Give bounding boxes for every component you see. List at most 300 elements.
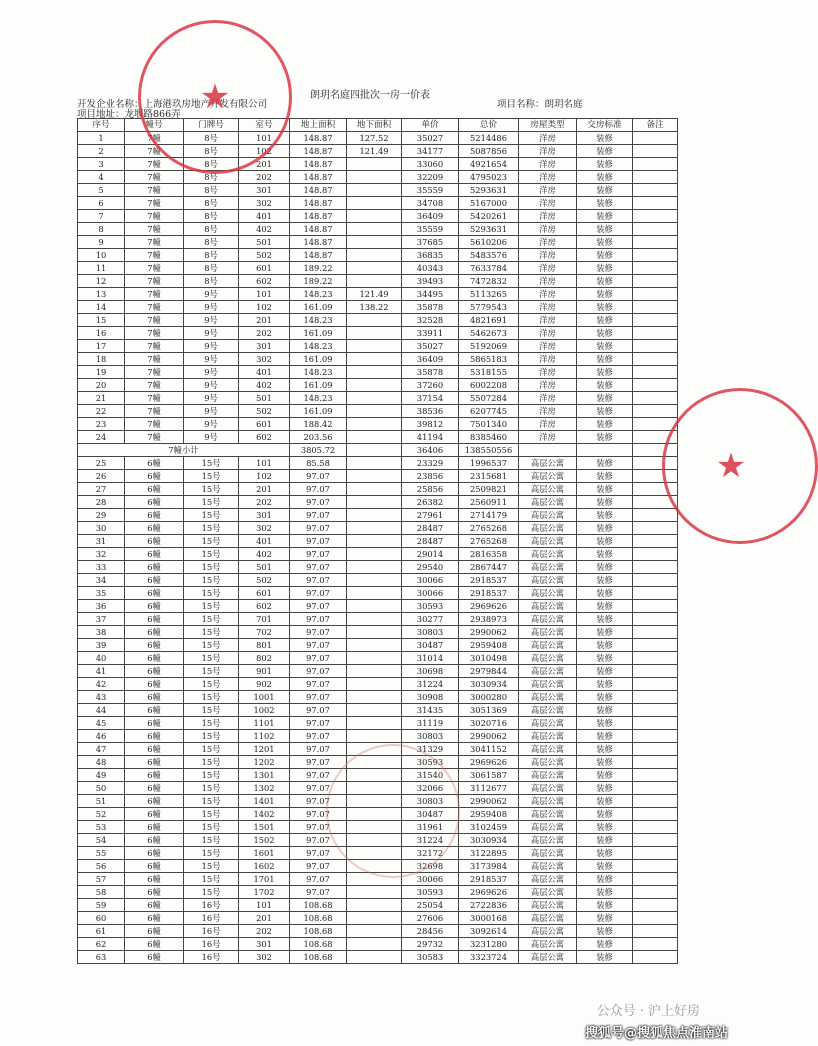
table-cell: 高层公寓 [519,639,577,652]
table-cell: 6幢 [125,678,184,691]
table-cell: 901 [239,665,290,678]
table-cell: 16 [78,327,125,340]
table-cell: 9号 [184,392,239,405]
table-cell [633,782,678,795]
table-row [78,691,678,704]
table-cell: 3030934 [459,678,519,691]
table-row [78,431,678,444]
table-cell: 1101 [239,717,290,730]
table-cell [633,652,678,665]
table-cell [347,665,402,678]
table-cell: 高层公寓 [519,470,577,483]
table-cell: 5192069 [459,340,519,353]
table-cell: 3231280 [459,938,519,951]
table-cell: 15号 [184,457,239,470]
table-cell: 高层公寓 [519,756,577,769]
table-cell: 15号 [184,730,239,743]
column-header: 序号 [78,119,125,132]
table-cell: 7幢 [125,405,184,418]
table-cell: 装修 [577,821,633,834]
table-cell: 161.09 [290,405,347,418]
table-cell: 3061587 [459,769,519,782]
table-cell [633,366,678,379]
table-cell: 装修 [577,353,633,366]
table-cell: 装修 [577,795,633,808]
table-cell [347,483,402,496]
table-cell: 14 [78,301,125,314]
table-cell: 30066 [402,587,459,600]
table-cell: 装修 [577,574,633,587]
table-cell: 35559 [402,223,459,236]
table-cell [347,522,402,535]
table-cell: 1702 [239,886,290,899]
table-cell: 27606 [402,912,459,925]
table-cell: 6幢 [125,600,184,613]
table-cell: 洋房 [519,262,577,275]
table-row [78,392,678,405]
table-cell: 202 [239,171,290,184]
table-cell: 7幢 [125,314,184,327]
table-cell: 5483576 [459,249,519,262]
table-cell: 31540 [402,769,459,782]
table-row [78,314,678,327]
table-cell: 34495 [402,288,459,301]
table-cell: 42 [78,678,125,691]
developer-name: 开发企业名称：上海港玖房地产开发有限公司 [77,99,268,110]
table-cell: 203.56 [290,431,347,444]
table-cell: 2560911 [459,496,519,509]
table-cell: 高层公寓 [519,587,577,600]
table-row [78,925,678,938]
table-row [78,210,678,223]
table-cell: 15号 [184,860,239,873]
table-cell: 洋房 [519,184,577,197]
table-cell [633,743,678,756]
table-cell: 26 [78,470,125,483]
table-cell: 201 [239,158,290,171]
table-row [78,548,678,561]
column-header: 幢号 [125,119,184,132]
table-cell: 401 [239,535,290,548]
table-cell: 7472832 [459,275,519,288]
table-cell: 7幢 [125,379,184,392]
table-cell: 97.07 [290,652,347,665]
table-cell: 装修 [577,808,633,821]
table-cell: 97.07 [290,860,347,873]
table-cell: 97.07 [290,548,347,561]
table-cell: 3112677 [459,782,519,795]
table-cell: 装修 [577,262,633,275]
table-cell [633,184,678,197]
table-cell: 1602 [239,860,290,873]
table-cell: 高层公寓 [519,899,577,912]
table-cell: 28456 [402,925,459,938]
table-cell: 7幢 [125,392,184,405]
table-cell: 7幢 [125,223,184,236]
table-cell: 148.87 [290,223,347,236]
table-cell: 30803 [402,626,459,639]
table-cell: 6幢 [125,860,184,873]
table-cell: 高层公寓 [519,912,577,925]
table-row [78,158,678,171]
table-row [78,340,678,353]
table-cell: 1201 [239,743,290,756]
table-cell: 5318155 [459,366,519,379]
table-cell: 502 [239,249,290,262]
table-cell: 47 [78,743,125,756]
table-cell: 5113265 [459,288,519,301]
table-row [78,275,678,288]
table-cell: 装修 [577,717,633,730]
table-cell [633,535,678,548]
table-cell [633,145,678,158]
table-cell: 15号 [184,613,239,626]
table-cell: 32528 [402,314,459,327]
table-cell: 31224 [402,834,459,847]
table-cell: 30593 [402,600,459,613]
table-cell: 102 [239,470,290,483]
table-cell: 9号 [184,340,239,353]
right-seal [662,388,818,544]
table-cell: 1 [78,132,125,145]
table-cell: 32066 [402,782,459,795]
table-cell: 8号 [184,223,239,236]
table-cell: 15号 [184,587,239,600]
table-cell: 装修 [577,392,633,405]
table-cell: 装修 [577,769,633,782]
table-cell: 38536 [402,405,459,418]
table-cell: 5 [78,184,125,197]
table-cell: 138.22 [347,301,402,314]
table-cell: 8号 [184,262,239,275]
subtotal-unit-price: 36406 [402,444,459,457]
table-cell: 108.68 [290,912,347,925]
table-cell: 高层公寓 [519,483,577,496]
table-cell: 1202 [239,756,290,769]
table-cell: 装修 [577,782,633,795]
table-cell [347,899,402,912]
table-cell: 301 [239,340,290,353]
table-cell: 4921654 [459,158,519,171]
table-cell: 6幢 [125,561,184,574]
table-cell: 7633784 [459,262,519,275]
table-cell: 97.07 [290,795,347,808]
table-cell: 43 [78,691,125,704]
table-cell: 高层公寓 [519,665,577,678]
table-cell: 3051369 [459,704,519,717]
table-row [78,197,678,210]
table-cell: 60 [78,912,125,925]
table-cell [347,509,402,522]
table-cell: 97.07 [290,600,347,613]
table-cell: 35878 [402,366,459,379]
table-cell: 高层公寓 [519,951,577,964]
table-cell: 30066 [402,873,459,886]
table-cell: 16号 [184,899,239,912]
table-cell: 高层公寓 [519,613,577,626]
table-cell [633,860,678,873]
table-cell: 30487 [402,808,459,821]
table-cell: 洋房 [519,288,577,301]
table-cell [347,366,402,379]
table-row [78,717,678,730]
table-cell: 201 [239,912,290,925]
table-cell: 15号 [184,873,239,886]
table-cell: 161.09 [290,301,347,314]
table-cell [633,470,678,483]
table-cell: 148.87 [290,197,347,210]
table-cell: 55 [78,847,125,860]
table-cell [633,457,678,470]
table-cell [633,223,678,236]
subtotal-row [78,444,678,457]
table-cell: 23856 [402,470,459,483]
table-cell: 97.07 [290,639,347,652]
table-cell: 6幢 [125,691,184,704]
table-cell: 16号 [184,912,239,925]
table-cell [347,912,402,925]
table-cell [633,158,678,171]
column-header: 备注 [633,119,678,132]
table-cell [347,574,402,587]
table-cell: 高层公寓 [519,743,577,756]
table-cell: 30 [78,522,125,535]
table-cell: 洋房 [519,145,577,158]
table-cell: 33060 [402,158,459,171]
table-cell: 15号 [184,782,239,795]
table-cell: 2969626 [459,756,519,769]
table-cell: 2 [78,145,125,158]
table-cell: 7幢 [125,340,184,353]
table-cell: 28 [78,496,125,509]
table-cell: 装修 [577,925,633,938]
table-cell: 6幢 [125,899,184,912]
table-cell: 602 [239,275,290,288]
table-cell: 6幢 [125,626,184,639]
table-cell: 402 [239,379,290,392]
table-cell: 97.07 [290,873,347,886]
table-cell: 1402 [239,808,290,821]
table-cell: 2969626 [459,886,519,899]
table-row [78,132,678,145]
table-cell [347,587,402,600]
table-cell: 97.07 [290,613,347,626]
table-cell: 30487 [402,639,459,652]
table-cell [633,262,678,275]
table-cell: 6幢 [125,834,184,847]
table-cell: 5420261 [459,210,519,223]
table-cell: 装修 [577,314,633,327]
table-cell [633,509,678,522]
table-cell: 9号 [184,353,239,366]
table-cell: 6幢 [125,938,184,951]
table-cell: 3323724 [459,951,519,964]
table-row [78,626,678,639]
table-cell: 148.87 [290,145,347,158]
table-cell: 402 [239,548,290,561]
table-cell: 7幢 [125,249,184,262]
table-cell: 1001 [239,691,290,704]
table-cell: 25 [78,457,125,470]
subtotal-area: 3805.72 [290,444,347,457]
table-cell [633,704,678,717]
table-cell: 装修 [577,613,633,626]
table-cell: 52 [78,808,125,821]
table-cell: 6幢 [125,769,184,782]
table-cell: 6幢 [125,496,184,509]
table-cell: 洋房 [519,197,577,210]
table-cell: 2938973 [459,613,519,626]
table-cell: 15号 [184,639,239,652]
table-cell: 202 [239,925,290,938]
table-cell: 5167000 [459,197,519,210]
table-cell: 97.07 [290,730,347,743]
table-cell: 57 [78,873,125,886]
table-cell: 3 [78,158,125,171]
table-cell [347,613,402,626]
table-cell: 高层公寓 [519,795,577,808]
table-cell: 36409 [402,353,459,366]
table-cell [633,405,678,418]
table-cell [633,756,678,769]
table-cell [347,262,402,275]
table-cell [633,834,678,847]
table-cell [347,431,402,444]
table-cell: 7幢 [125,275,184,288]
table-cell [347,197,402,210]
table-row [78,145,678,158]
table-cell [633,600,678,613]
table-cell: 6幢 [125,574,184,587]
table-cell: 6207745 [459,405,519,418]
table-cell [633,418,678,431]
table-cell: 9 [78,236,125,249]
table-cell: 32172 [402,847,459,860]
table-cell: 7幢 [125,301,184,314]
table-cell: 97.07 [290,743,347,756]
table-cell [633,327,678,340]
table-cell: 161.09 [290,353,347,366]
table-row [78,730,678,743]
table-cell: 97.07 [290,847,347,860]
table-cell: 7幢 [125,262,184,275]
table-row [78,938,678,951]
table-cell [633,314,678,327]
table-row [78,366,678,379]
table-cell: 97.07 [290,561,347,574]
table-cell: 8号 [184,236,239,249]
table-cell: 2765268 [459,522,519,535]
table-cell: 30593 [402,886,459,899]
table-row [78,223,678,236]
table-cell [633,483,678,496]
table-cell: 1002 [239,704,290,717]
table-cell [633,171,678,184]
table-cell: 装修 [577,626,633,639]
table-cell [633,379,678,392]
faint-seal [326,744,460,878]
table-cell [347,652,402,665]
table-cell: 4795023 [459,171,519,184]
table-cell: 3030934 [459,834,519,847]
table-cell: 401 [239,210,290,223]
table-cell: 28487 [402,522,459,535]
table-row [78,561,678,574]
subtotal-label: 7幢小计 [78,444,290,457]
table-cell: 6幢 [125,457,184,470]
table-cell: 装修 [577,340,633,353]
table-cell: 31 [78,535,125,548]
table-row [78,704,678,717]
table-cell: 97.07 [290,834,347,847]
table-cell [633,522,678,535]
table-cell: 2509821 [459,483,519,496]
column-header: 总价 [459,119,519,132]
table-cell: 洋房 [519,249,577,262]
table-cell: 洋房 [519,158,577,171]
table-cell: 15号 [184,795,239,808]
table-cell: 30803 [402,795,459,808]
table-cell [633,197,678,210]
table-cell: 121.49 [347,288,402,301]
table-cell: 2918537 [459,873,519,886]
table-cell: 高层公寓 [519,574,577,587]
table-cell: 27 [78,483,125,496]
table-cell [347,639,402,652]
table-cell: 9号 [184,301,239,314]
table-cell: 2959408 [459,808,519,821]
table-cell: 9号 [184,288,239,301]
table-cell: 17 [78,340,125,353]
table-cell [347,938,402,951]
table-cell: 高层公寓 [519,704,577,717]
table-cell: 2959408 [459,639,519,652]
table-cell: 装修 [577,522,633,535]
table-cell [347,236,402,249]
table-cell [633,665,678,678]
column-header: 房屋类型 [519,119,577,132]
table-cell: 15号 [184,548,239,561]
table-cell: 装修 [577,184,633,197]
table-cell: 5293631 [459,223,519,236]
table-cell: 97.07 [290,496,347,509]
table-cell: 31435 [402,704,459,717]
table-cell [347,470,402,483]
table-cell: 15号 [184,496,239,509]
table-cell: 7幢 [125,366,184,379]
table-cell: 15号 [184,470,239,483]
table-cell: 5293631 [459,184,519,197]
table-row [78,886,678,899]
table-cell: 装修 [577,210,633,223]
table-cell: 161.09 [290,327,347,340]
table-cell: 31961 [402,821,459,834]
table-cell: 15号 [184,691,239,704]
table-cell: 37260 [402,379,459,392]
table-row [78,899,678,912]
table-row [78,457,678,470]
table-cell: 401 [239,366,290,379]
table-cell: 9号 [184,431,239,444]
table-cell: 702 [239,626,290,639]
table-cell: 6幢 [125,587,184,600]
table-cell: 15号 [184,808,239,821]
table-cell: 34 [78,574,125,587]
table-cell: 97.07 [290,782,347,795]
table-cell [633,678,678,691]
table-cell: 7幢 [125,431,184,444]
seal-star-icon: ★ [199,77,231,117]
